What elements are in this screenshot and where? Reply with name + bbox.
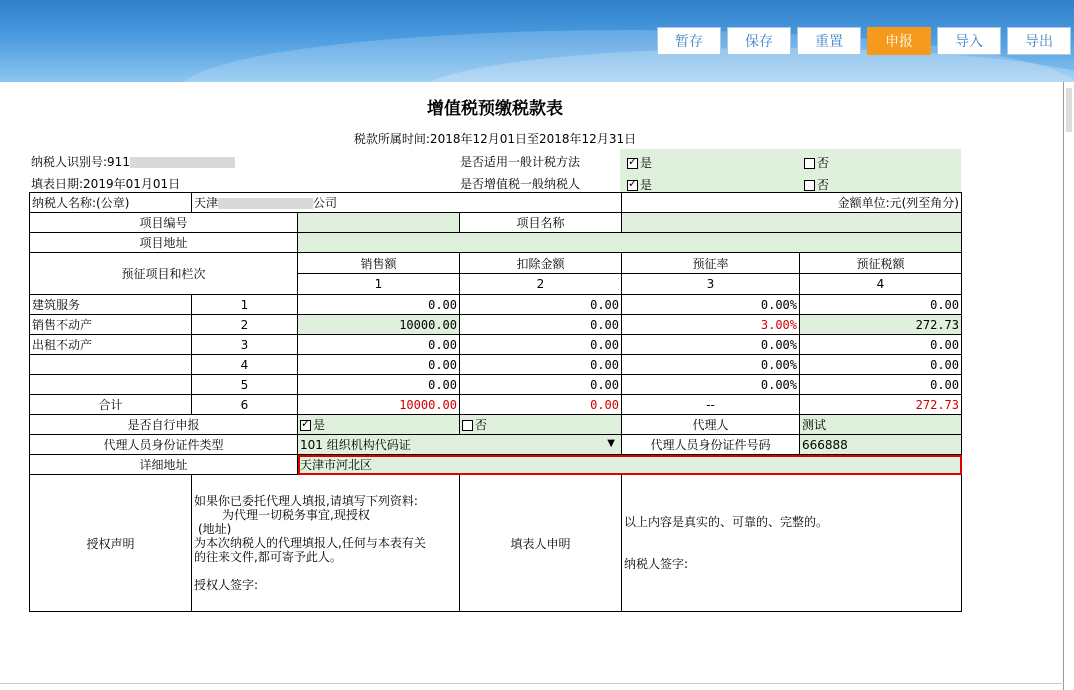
col-header-rate: 预征率 [622, 253, 800, 274]
table-row [30, 355, 962, 375]
col-header-sales: 销售额 [298, 253, 460, 274]
question-general-taxpayer: 是否增值税一般纳税人 [460, 177, 581, 191]
row-no: 3 [192, 335, 298, 355]
items-header: 预征项目和栏次 [30, 253, 298, 295]
name-label: 纳税人名称:(公章) [30, 193, 192, 213]
export-button[interactable]: 导出 [1007, 27, 1071, 55]
auth-label: 授权声明 [30, 475, 192, 612]
row-no: 6 [192, 395, 298, 415]
redacted-mask [130, 157, 235, 168]
total-row [30, 395, 962, 415]
prepay-tax-table [29, 192, 962, 612]
rate-cell: 0.00% [622, 375, 800, 395]
address-label: 详细地址 [30, 455, 298, 475]
row-name: 建筑服务 [30, 295, 192, 315]
row-no: 4 [192, 355, 298, 375]
taxpayer-name-value: 天津 公司 [192, 193, 622, 213]
sales-cell[interactable]: 0.00 [298, 355, 460, 375]
fill-date: 填表日期:2019年01月01日 [31, 177, 181, 191]
tax-cell: 0.00 [800, 295, 962, 315]
col-header-row [30, 253, 962, 274]
deduct-cell[interactable]: 0.00 [460, 335, 622, 355]
import-button[interactable]: 导入 [937, 27, 1001, 55]
declare-button[interactable]: 申报 [867, 27, 931, 55]
tax-cell: 0.00 [800, 335, 962, 355]
tax-cell: 0.00 [800, 375, 962, 395]
scrollbar[interactable] [1066, 88, 1072, 132]
col-number: 3 [622, 274, 800, 295]
deduct-cell[interactable]: 0.00 [460, 355, 622, 375]
declaration-row [30, 475, 962, 612]
project-addr-input[interactable] [298, 233, 962, 253]
total-deduct: 0.00 [460, 395, 622, 415]
agent-id-no-label: 代理人员身份证件号码 [622, 435, 800, 455]
auth-statement: 如果你已委托代理人填报,请填写下列资料: 为代理一切税务事宜,现授权 (地址) 为本次纳税人的代理填报人,任何与本表有关 的往来文件,都可寄予此人。 授权人签字: [192, 475, 460, 612]
address-row [30, 455, 962, 475]
checkbox-icon[interactable] [462, 420, 473, 431]
total-label: 合计 [30, 395, 192, 415]
row-no: 5 [192, 375, 298, 395]
agent-id-type-select[interactable]: 101 组织机构代码证 ▼ [298, 435, 622, 455]
self-declare-label: 是否自行申报 [30, 415, 298, 435]
agent-input[interactable]: 测试 [800, 415, 962, 435]
taxpayer-id: 纳税人识别号:911 [31, 153, 235, 170]
row-name [30, 375, 192, 395]
checkbox-icon[interactable] [804, 158, 815, 169]
table-row [30, 375, 962, 395]
row-name: 销售不动产 [30, 315, 192, 335]
amount-unit: 金额单位:元(列至角分) [622, 193, 962, 213]
deduct-cell[interactable]: 0.00 [460, 315, 622, 335]
temp-save-button[interactable]: 暂存 [657, 27, 721, 55]
project-no-label: 项目编号 [30, 213, 298, 233]
project-no-row [30, 213, 962, 233]
address-input[interactable]: 天津市河北区 [298, 455, 962, 475]
project-name-label: 项目名称 [460, 213, 622, 233]
top-banner [0, 0, 1074, 82]
row-no: 1 [192, 295, 298, 315]
general-options-area [620, 149, 961, 192]
sales-cell[interactable]: 0.00 [298, 295, 460, 315]
save-button[interactable]: 保存 [727, 27, 791, 55]
rate-cell: 3.00% [622, 315, 800, 335]
bottom-divider [0, 683, 1064, 684]
sales-cell[interactable]: 0.00 [298, 375, 460, 395]
project-addr-label: 项目地址 [30, 233, 298, 253]
checkbox-checked-icon[interactable] [300, 420, 311, 431]
filler-statement: 以上内容是真实的、可靠的、完整的。 纳税人签字: [622, 475, 962, 612]
rate-cell: 0.00% [622, 295, 800, 315]
table-row [30, 335, 962, 355]
checkbox-icon[interactable] [804, 180, 815, 191]
general-method-yes[interactable]: ✓是 [627, 154, 652, 171]
row-name [30, 355, 192, 375]
general-taxpayer-no[interactable]: 否 [804, 176, 829, 193]
project-addr-row [30, 233, 962, 253]
table-row [30, 295, 962, 315]
agent-id-type-label: 代理人员身份证件类型 [30, 435, 298, 455]
agent-id-row [30, 435, 962, 455]
table-row [30, 315, 962, 335]
reset-button[interactable]: 重置 [797, 27, 861, 55]
row-no: 2 [192, 315, 298, 335]
deduct-cell[interactable]: 0.00 [460, 295, 622, 315]
sales-cell[interactable]: 10000.00 [298, 315, 460, 335]
tax-cell[interactable]: 272.73 [800, 315, 962, 335]
filler-label: 填表人申明 [460, 475, 622, 612]
project-no-input[interactable] [298, 213, 460, 233]
agent-label: 代理人 [622, 415, 800, 435]
taxpayer-name-row [30, 193, 962, 213]
col-number: 4 [800, 274, 962, 295]
rate-cell: 0.00% [622, 335, 800, 355]
question-general-method: 是否适用一般计税方法 [460, 155, 581, 169]
col-header-deduct: 扣除金额 [460, 253, 622, 274]
general-method-no[interactable]: 否 [804, 154, 829, 171]
col-header-tax: 预征税额 [800, 253, 962, 274]
total-sales: 10000.00 [298, 395, 460, 415]
checkbox-checked-icon[interactable] [627, 158, 638, 169]
self-declare-row [30, 415, 962, 435]
deduct-cell[interactable]: 0.00 [460, 375, 622, 395]
frame-divider [1063, 82, 1064, 690]
redacted-mask [218, 198, 313, 209]
tax-period: 税款所属时间:2018年12月01日至2018年12月31日 [353, 132, 637, 146]
row-name: 出租不动产 [30, 335, 192, 355]
form-title: 增值税预缴税款表 [427, 99, 563, 119]
rate-cell: 0.00% [622, 355, 800, 375]
tax-cell: 0.00 [800, 355, 962, 375]
general-taxpayer-yes[interactable]: ✓是 [627, 176, 652, 193]
total-tax: 272.73 [800, 395, 962, 415]
checkbox-checked-icon[interactable] [627, 180, 638, 191]
sales-cell[interactable]: 0.00 [298, 335, 460, 355]
self-declare-no[interactable]: 否 [460, 415, 622, 435]
dropdown-arrow-icon[interactable]: ▼ [607, 438, 615, 449]
col-number: 1 [298, 274, 460, 295]
col-number: 2 [460, 274, 622, 295]
total-rate: -- [622, 395, 800, 415]
self-declare-yes[interactable]: ✓ 是 [298, 415, 460, 435]
agent-id-no-input[interactable]: 666888 [800, 435, 962, 455]
project-name-input[interactable] [622, 213, 962, 233]
